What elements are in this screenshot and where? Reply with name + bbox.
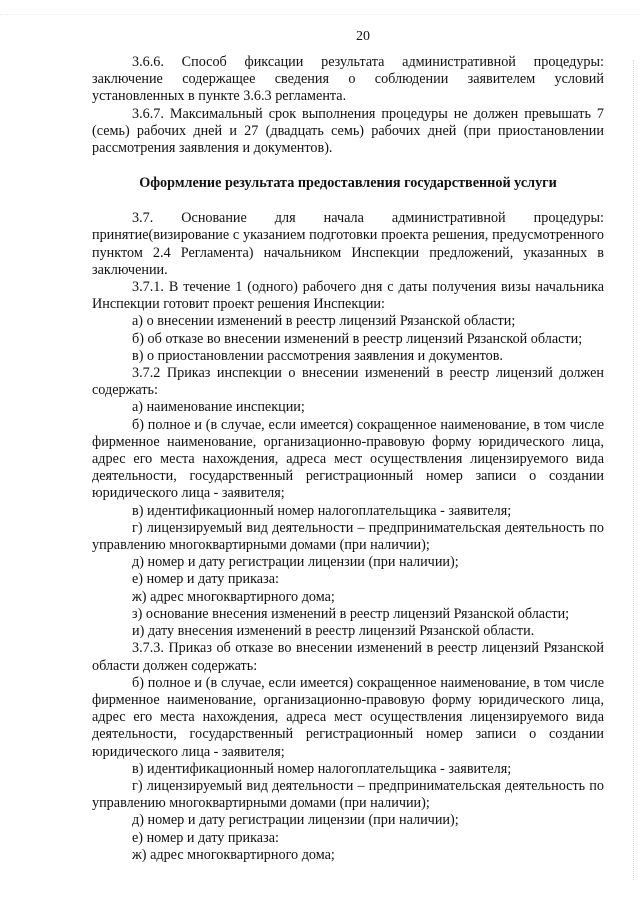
list-item-d: д) номер и дату регистрации лицензии (при наличии); bbox=[132, 812, 459, 829]
list-item-g: г) лицензируемый вид деятельности – предпринимательская деятельность по управлению многоквартирными домами (при наличии); bbox=[92, 519, 604, 554]
page-number: 20 bbox=[356, 29, 370, 44]
paragraph-3-7-1: 3.7.1. В течение 1 (одного) рабочего дня с даты получения визы начальника Инспекции готовит проект решения Инспекции: bbox=[92, 279, 604, 313]
paragraph-3-6-7: 3.6.7. Максимальный срок выполнения процедуры не должен превышать 7 (семь) рабочих дней и 27 (двадцать семь) рабочих дней (при приостановлении рассмотрения заявления и документов). bbox=[92, 105, 604, 157]
list-item-a: а) о внесении изменений в реестр лицензий Рязанской области; bbox=[132, 313, 516, 330]
paragraph-3-6-6: 3.6.6. Способ фиксации результата административной процедуры: заключение содержащее сведения о соблюдении заявителем условий установленных в пункте 3.6.3 регламента. bbox=[92, 54, 604, 105]
section-heading: Оформление результата предоставления государственной услуги bbox=[139, 175, 557, 192]
paragraph-3-7: 3.7. Основание для начала административной процедуры: принятие(визирование с указанием подготовки проекта решения, предусмотренного пунктом 2.4 Регламента) начальником Инспекции предложений, указанных в заключении. bbox=[92, 210, 604, 278]
list-item-z: з) основание внесения изменений в реестр лицензий Рязанской области; bbox=[132, 605, 570, 622]
list-item-b: б) об отказе во внесении изменений в реестр лицензий Рязанской области; bbox=[132, 330, 583, 347]
paragraph-3-7-2: 3.7.2 Приказ инспекции о внесении изменений в реестр лицензий должен содержать: bbox=[92, 365, 604, 399]
list-item-b: б) полное и (в случае, если имеется) сокращенное наименование, в том числе фирменное наименование, организационно-правовую форму юридического лица, адрес его места нахождения, адреса мест осуществления лицензируемого вида деятельности, государственный регистрационный номер записи о создании юридического лица - заявителя; bbox=[92, 416, 604, 502]
scan-artifact-top bbox=[0, 14, 640, 16]
paragraph-3-7-3: 3.7.3. Приказ об отказе во внесении изменений в реестр лицензий Рязанской области должен содержать: bbox=[92, 640, 604, 674]
list-item-zh: ж) адрес многоквартирного дома; bbox=[132, 588, 335, 605]
list-item-d: д) номер и дату регистрации лицензии (при наличии); bbox=[132, 554, 459, 571]
list-item-v: в) о приостановлении рассмотрения заявления и документов. bbox=[132, 347, 503, 364]
list-item-i: и) дату внесения изменений в реестр лицензий Рязанской области. bbox=[132, 623, 535, 640]
scan-artifact-edge bbox=[623, 60, 634, 880]
list-item-zh: ж) адрес многоквартирного дома; bbox=[132, 846, 335, 863]
list-item-b: б) полное и (в случае, если имеется) сокращенное наименование, в том числе фирменное наименование, организационно-правовую форму юридического лица, адрес его места нахождения, адреса мест осуществления лицензируемого вида деятельности, государственный регистрационный номер записи о создании юридического лица - заявителя; bbox=[92, 674, 604, 760]
list-item-v: в) идентификационный номер налогоплательщика - заявителя; bbox=[132, 502, 512, 519]
list-item-e: е) номер и дату приказа: bbox=[132, 829, 279, 846]
list-item-a: а) наименование инспекции; bbox=[132, 399, 305, 416]
list-item-v: в) идентификационный номер налогоплательщика - заявителя; bbox=[132, 760, 512, 777]
list-item-e: е) номер и дату приказа: bbox=[132, 571, 279, 588]
list-item-g: г) лицензируемый вид деятельности – предпринимательская деятельность по управлению многоквартирными домами (при наличии); bbox=[92, 777, 604, 812]
